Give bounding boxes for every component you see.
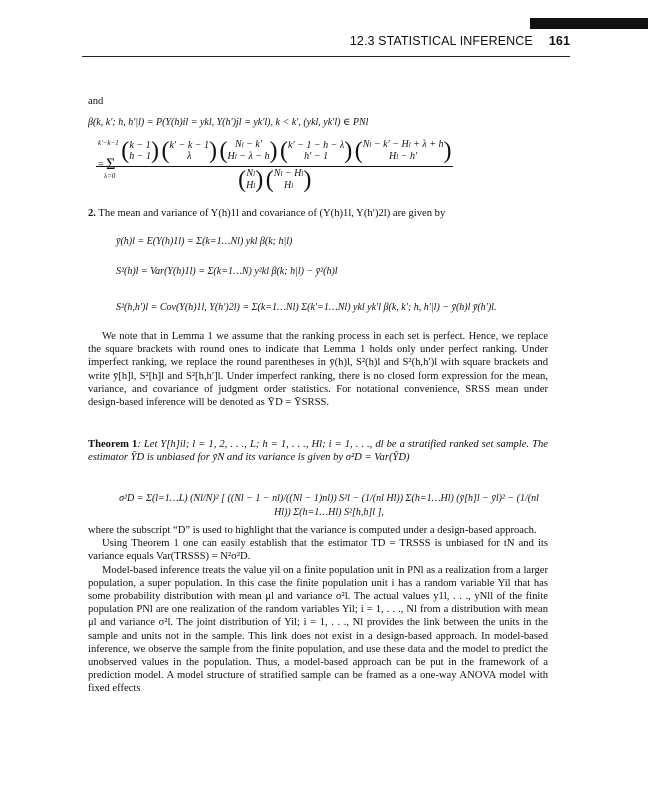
equation-beta-fraction: $^{k'-k-1}$ (k − 1 h − 1) (k′ − k − 1 λ ) ( Nl − k′ Hl − λ − h) (k′ − 1 − h − λ h′ − 1 ) (Nl − k′ − Hl + λ + h Hl − h′ ) (Nl Hl) (Nl − Hl Hl ) xyxy=(98,138,452,193)
header-bar-decoration xyxy=(530,18,648,29)
running-header xyxy=(0,34,570,56)
theorem-text: : Let Y[h]il; l = 1, 2, . . ., L; h = 1, . . ., Hl; i = 1, . . ., dl be a stratified ranked set sample. The estimator ȲD is unbiased for ȳN and its variance is given by σ²D = Var(ȲD) xyxy=(88,439,548,464)
equation-mean: ȳ(h)l = E(Y(h)1l) = Σ(k=1…Nl) ykl β(k; h|l) xyxy=(116,236,293,247)
item-2-text: The mean and variance of Y(h)1l and covariance of (Y(h)1l, Y(h′)2l) are given by xyxy=(98,208,446,219)
equation-beta-sum-lower: λ=0 xyxy=(104,172,116,180)
item-2 xyxy=(88,208,445,219)
header-rule xyxy=(82,56,570,57)
theorem-1 xyxy=(88,438,548,464)
equation-beta-lhs: β(k, k′; h, h′|l) = P(Y(h)il = ykl, Y(h′)jl = yk′l), k < k′, (ykl, yk′l) ∈ PNl xyxy=(88,117,369,128)
item-2-label: 2. xyxy=(88,208,96,219)
page-number: 161 xyxy=(548,34,570,48)
equation-covariance: S²(h,h′)l = Cov(Y(h)1l, Y(h′)2l) = Σ(k=1…Nl) Σ(k′=1…Nl) ykl yk′l β(k, k′; h, h′|l) − ȳ(h)l ȳ(h′)l. xyxy=(116,302,497,313)
equation-variance: S²(h)l = Var(Y(h)1l) = Σ(k=1…N) y²kl β(k; h|l) − ȳ²(h)l xyxy=(116,266,338,277)
paragraph-model-based: Model-based inference treats the value yil on a finite population unit in PNl as a realization from a larger population, a super population. In this case the finite population unit i has a random variable Yil that has some probability distribution with mean μl and variance σ²l. The actual values y1l, . . ., yNll of the finite population PNl are one realization of the random variables Yil; i = 1, . . ., Nl from a distribution with mean μl and variance σ²l. The joint distribution of Yil; i = 1, . . ., Nl provides the link between the units in the sample and units not in the sample. This link does not exist in a design-based approach. In model-based inference, we observe the sample from the finite population, and use these data and the model to predict the unobserved values in the population. Thus, a model-based approach can be put in the framework of a prediction model. A model structure of stratified sample can be framed as a one-way ANOVA model with fixed effects xyxy=(88,564,548,695)
section-title: 12.3 STATISTICAL INFERENCE xyxy=(349,34,533,48)
intro-word: and xyxy=(88,96,104,107)
paragraph-subscript-d: where the subscript “D” is used to highlight that the variance is computed under a design-based approach. xyxy=(88,525,537,536)
paragraph-lemma-note: We note that in Lemma 1 we assume that the ranking process in each set is perfect. Hence, we replace the square brackets with round ones to indicate that Lemma 1 holds only under perfect ranking. Under imperfect ranking, we replace the round parentheses in ȳ(h)l, S²(h)l and S²(h,h′)l with square brackets and write ȳ[h]l, S²[h]l and S²[h,h′]l. Under imperfect ranking, there is no closed form expression for the mean, variance, and covariance of judgment order statistics. For notational convenience, SRSS mean under design-based inference will be denoted as ȲD = ȲSRSS. xyxy=(88,331,548,409)
paragraph-unbiased-estimator: Using Theorem 1 one can easily establish that the estimator TD = TRSSS is unbiased for tN and its variance equals Var(TRSSS) = N²σ²D. xyxy=(88,538,548,563)
theorem-label: Theorem 1 xyxy=(88,439,138,450)
equation-design-variance: σ²D = Σ(l=1…L) (Nl/N)² [ ((Nl − 1 − nl)/((Nl − 1)nl)) S²l − (1/(nl Hl)) Σ(h=1…Hl) (ȳ[h]l − ȳl)² − (1/(nl Hl)) Σ(h=1…Hl) S²[h,h]l ], xyxy=(119,493,539,518)
equation-beta-sum: = Σ xyxy=(98,156,116,173)
